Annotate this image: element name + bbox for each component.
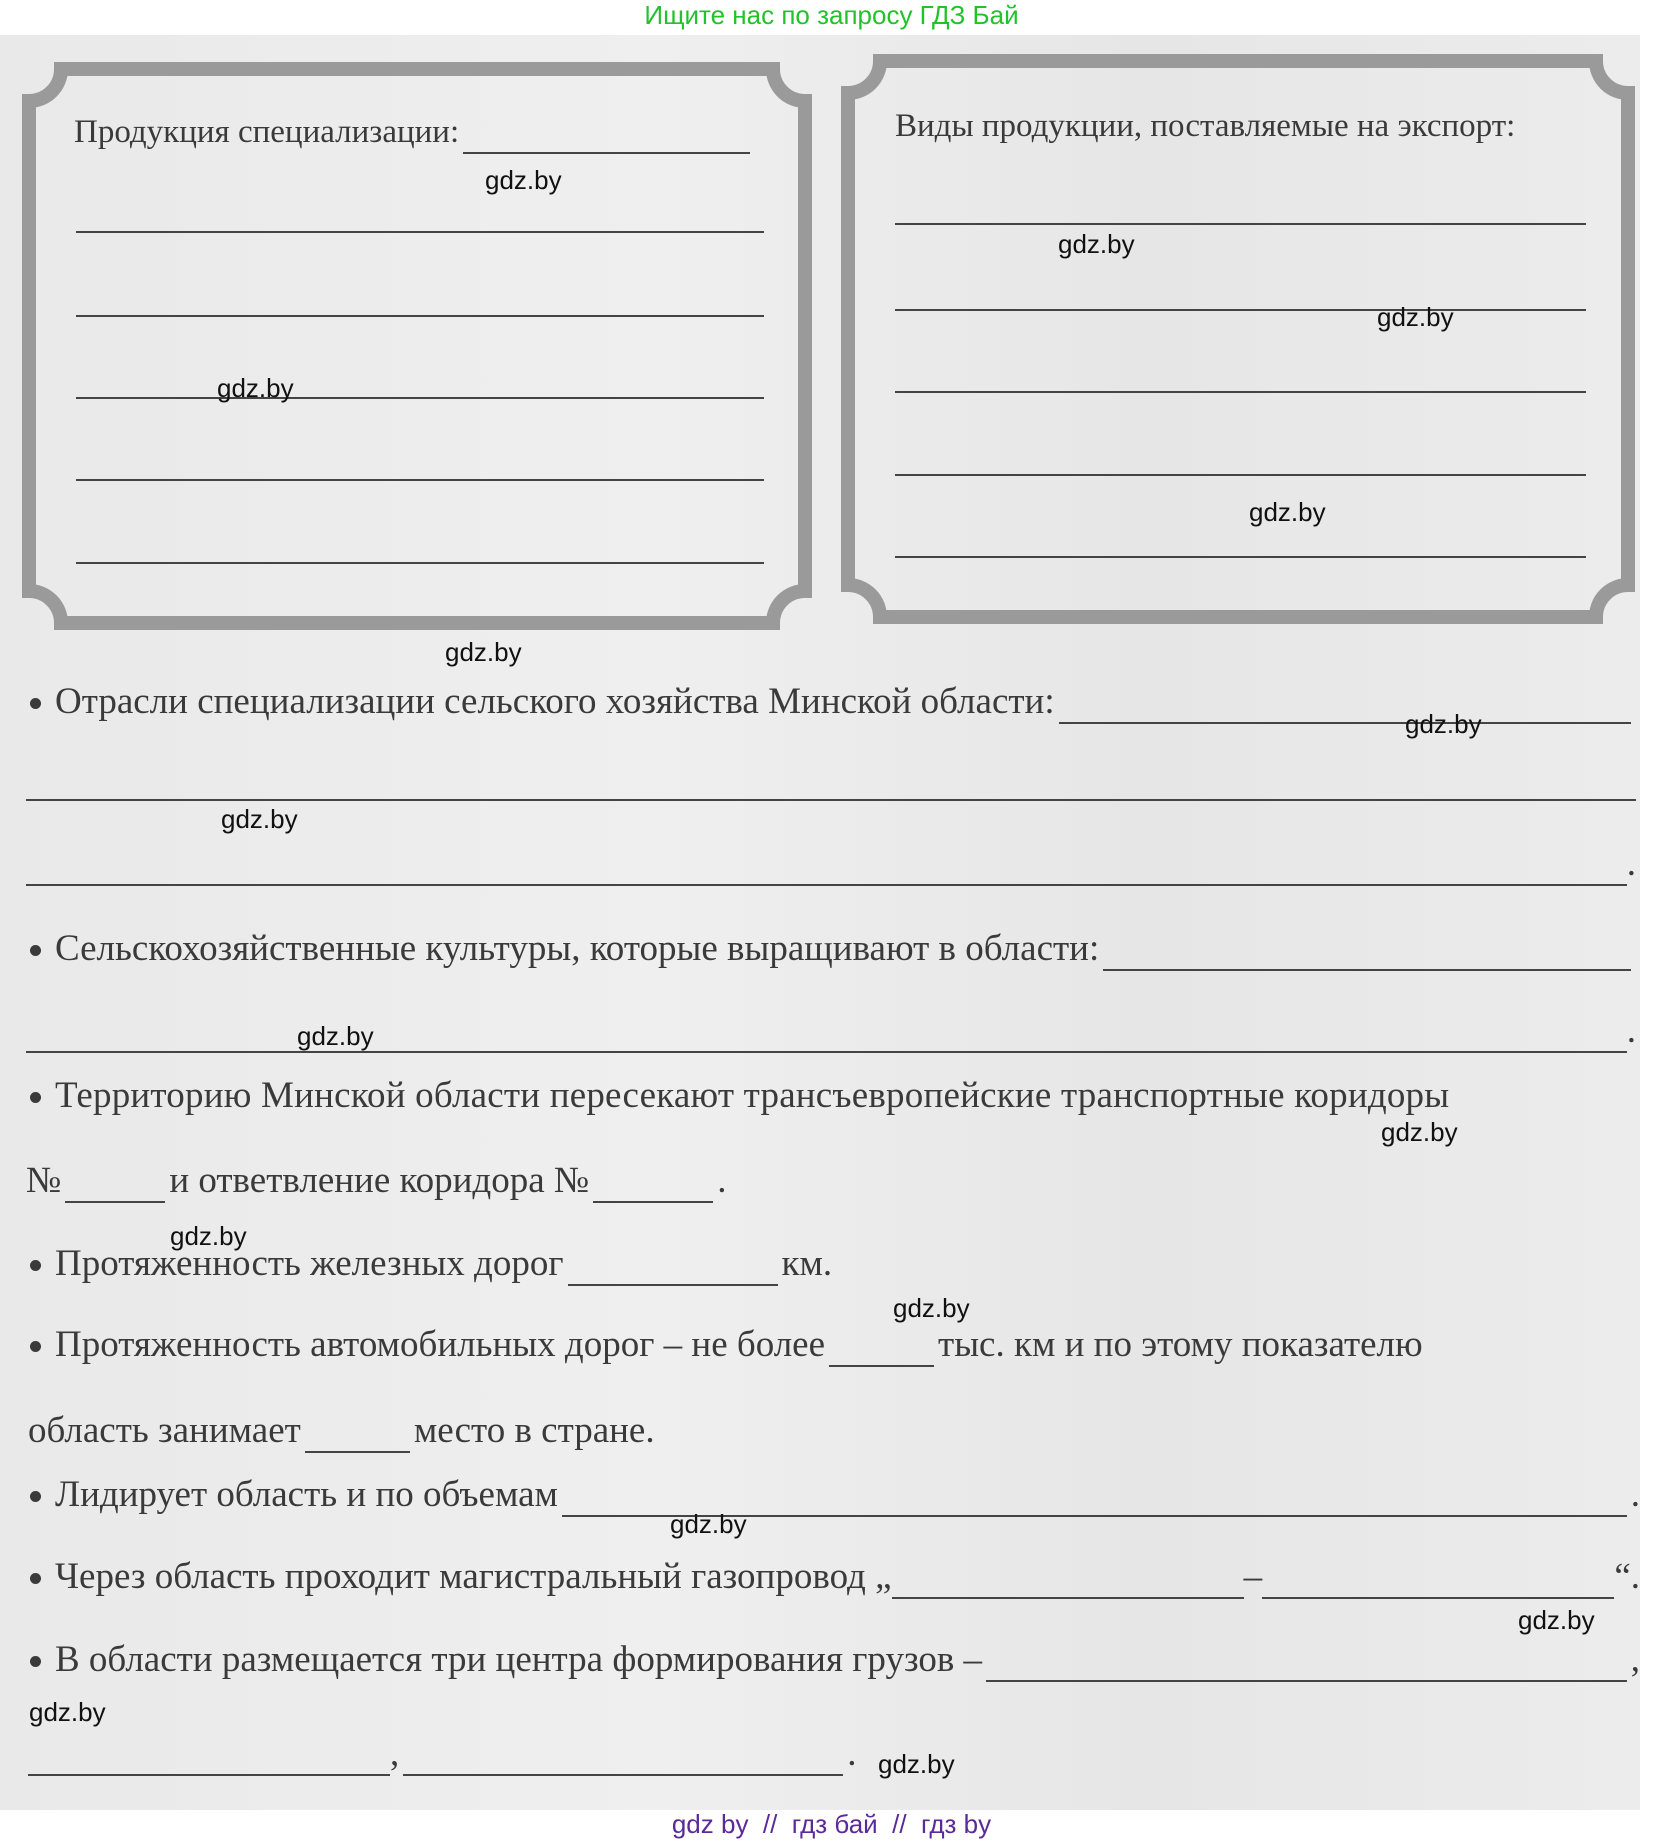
period: . (1630, 1474, 1640, 1515)
answer-blank (593, 1167, 713, 1203)
watermark: gdz.by (878, 1749, 955, 1779)
period: . (1626, 1010, 1636, 1051)
item-crops-cont (26, 1009, 1636, 1053)
answer-blank (305, 1417, 410, 1453)
period: . (1626, 843, 1636, 884)
item-roads (30, 1323, 1423, 1367)
item-text: № (26, 1160, 62, 1201)
watermark: gdz.by (485, 165, 562, 195)
answer-blank (403, 1740, 843, 1776)
answer-blank (26, 850, 1627, 886)
watermark: gdz.by (1249, 497, 1326, 527)
item-text: Протяженность автомобильных дорог – не более (55, 1324, 826, 1365)
watermark: gdz.by (170, 1221, 247, 1251)
watermark: gdz.by (1518, 1605, 1595, 1635)
period: . (847, 1733, 857, 1774)
bullet-icon (30, 1656, 41, 1667)
item-text: Территорию Минской области пересекают трансъевропейские транспортные коридоры (55, 1075, 1450, 1116)
watermark: gdz.by (1405, 709, 1482, 739)
item-text: Протяженность железных дорог (55, 1243, 564, 1284)
bullet-icon (30, 945, 41, 956)
item-lead (30, 1473, 1640, 1517)
answer-line (76, 315, 764, 317)
item-text: и ответвление коридора № (169, 1160, 590, 1201)
answer-blank (1262, 1563, 1614, 1599)
item-corridors-cont (26, 1159, 726, 1203)
dash: – (1243, 1556, 1263, 1597)
answer-line (895, 474, 1586, 476)
answer-blank (1103, 935, 1631, 971)
item-text: В области размещается три центра формирования грузов – (55, 1639, 983, 1680)
watermark: gdz.by (445, 637, 522, 667)
item-cargo-cont (28, 1732, 857, 1776)
bullet-icon (30, 1573, 41, 1584)
watermark: gdz.by (297, 1021, 374, 1051)
answer-line (76, 562, 764, 564)
comma: , (390, 1733, 400, 1774)
period: . (717, 1160, 727, 1201)
item-rail (30, 1242, 832, 1286)
item-text: тыс. км и по этому показателю (938, 1324, 1423, 1365)
item-text: Сельскохозяйственные культуры, которые выращивают в области: (55, 928, 1100, 969)
item-corridors (30, 1074, 1640, 1118)
answer-line (895, 223, 1586, 225)
answer-blank (28, 1740, 390, 1776)
watermark: gdz.by (1381, 1117, 1458, 1147)
answer-blank (829, 1331, 934, 1367)
item-agri-cont (26, 842, 1636, 886)
answer-line (895, 556, 1586, 558)
answer-blank (568, 1250, 778, 1286)
watermark: gdz.by (221, 804, 298, 834)
watermark: gdz.by (1377, 302, 1454, 332)
bullet-icon (30, 1341, 41, 1352)
comma: , (1630, 1639, 1640, 1680)
right-box-title: Виды продукции, поставляемые на экспорт: (895, 108, 1516, 144)
answer-blank (463, 118, 750, 154)
answer-blank (26, 1017, 1627, 1053)
answer-line (76, 397, 764, 399)
answer-blank (1059, 688, 1631, 724)
bullet-icon (30, 1260, 41, 1271)
closing-quote: “. (1614, 1556, 1641, 1597)
bullet-icon (30, 698, 41, 709)
watermark: gdz.by (670, 1509, 747, 1539)
answer-blank (986, 1646, 1627, 1682)
answer-line (895, 309, 1586, 311)
watermark: gdz.by (29, 1697, 106, 1727)
item-roads-cont (28, 1409, 655, 1453)
item-text: область занимает (28, 1410, 301, 1451)
watermark: gdz.by (217, 373, 294, 403)
left-box-title-row (74, 110, 754, 154)
bullet-icon (30, 1092, 41, 1103)
answer-line (76, 231, 764, 233)
bullet-icon (30, 1491, 41, 1502)
item-crops (30, 927, 1635, 971)
answer-line (895, 391, 1586, 393)
answer-line (76, 479, 764, 481)
item-agri (30, 680, 1635, 724)
search-banner: Ищите нас по запросу ГДЗ Бай (644, 0, 1019, 30)
right-box-title-row (895, 104, 1515, 148)
answer-blank (65, 1167, 165, 1203)
item-gas (30, 1555, 1640, 1599)
item-text: км. (781, 1243, 833, 1284)
watermark: gdz.by (893, 1293, 970, 1323)
answer-blank (892, 1563, 1244, 1599)
item-cargo (30, 1638, 1640, 1682)
watermark: gdz.by (1058, 229, 1135, 259)
item-text: Через область проходит магистральный газопровод „ (55, 1556, 892, 1597)
item-text: место в стране. (413, 1410, 655, 1451)
item-text: Отрасли специализации сельского хозяйства Минской области: (55, 681, 1055, 722)
left-box-title: Продукция специализации: (74, 114, 460, 150)
item-text: Лидирует область и по объемам (55, 1474, 558, 1515)
answer-line (26, 799, 1636, 801)
footer-links: gdz by // гдз бай // гдз by (671, 1809, 992, 1839)
